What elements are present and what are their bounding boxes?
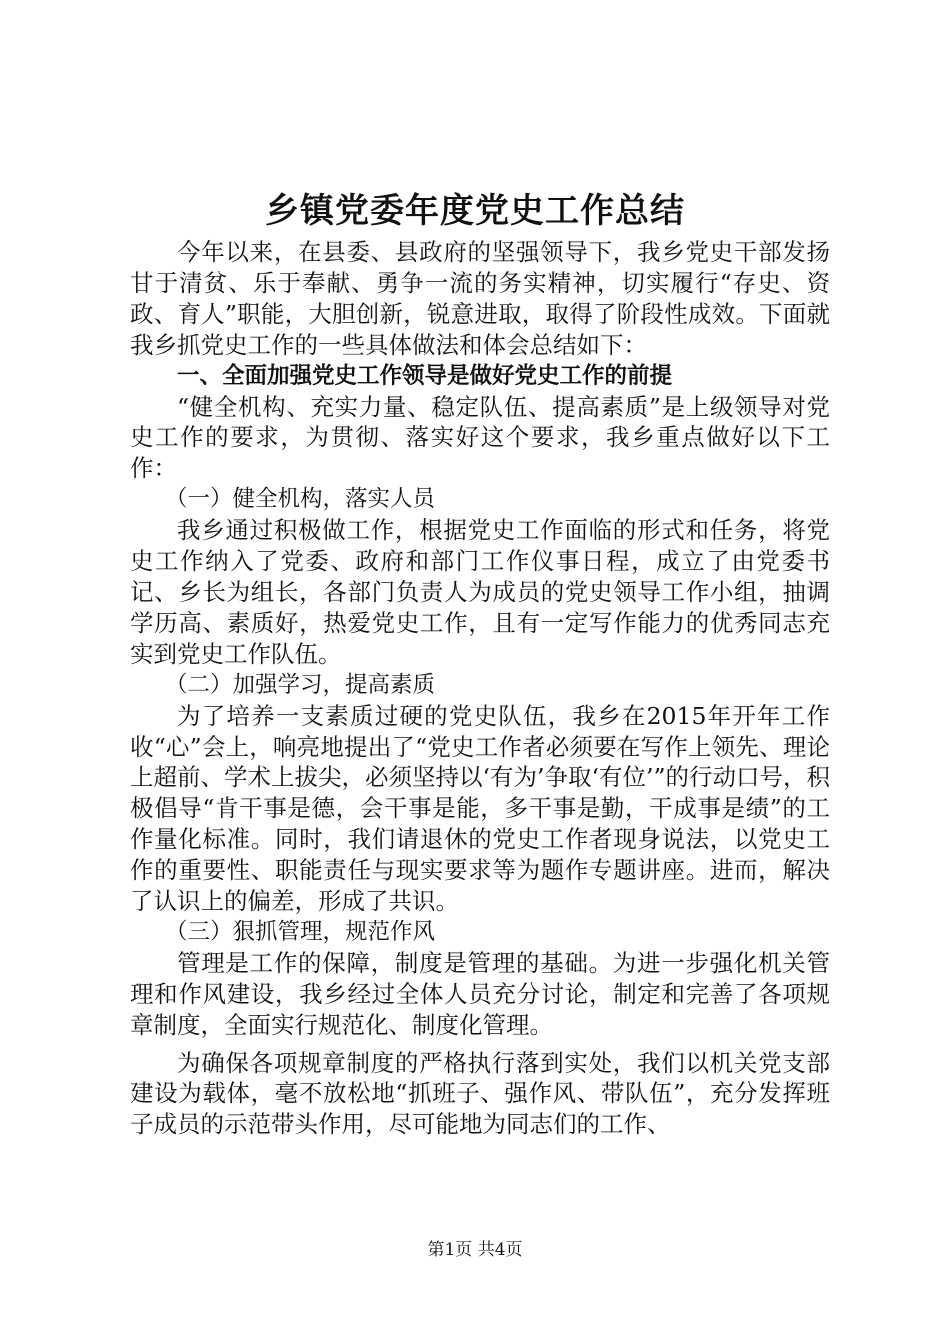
subsection-heading-2: （二）加强学习，提高素质 [165,671,436,698]
subsection-heading-3: （三）狠抓管理，规范作风 [165,918,436,945]
paragraph-intro: 今年以来，在县委、县政府的坚强领导下，我乡党史干部发扬甘于清贫、乐于奉献、勇争一流的务实精神，切实履行“存史、资政、育人”职能，大胆创新，锐意进取，取得了阶段性成效。下面就我乡抓党史工作的一些具体做法和体会总结如下： [130,238,830,359]
paragraph-subsection-3a: 管理是工作的保障，制度是管理的基础。为进一步强化机关管理和作风建设，我乡经过全体人员充分讨论，制定和完善了各项规章制度，全面实行规范化、制度化管理。 [130,948,830,1039]
section-heading-1: 一、全面加强党史工作领导是做好党史工作的前提 [177,362,673,389]
paragraph-section-1: “健全机构、充实力量、稳定队伍、提高素质”是上级领导对党史工作的要求，为贯彻、落实好这个要求，我乡重点做好以下工作： [130,392,830,483]
subsection-heading-1: （一）健全机构，落实人员 [165,486,436,513]
paragraph-subsection-2: 为了培养一支素质过硬的党史队伍，我乡在2015年开年工作收“心”会上，响亮地提出了“党史工作者必须要在写作上领先、理论上超前、学术上拔尖，必须坚持以‘有为’争取‘有位’”的行动口号，积极倡导“肯干事是德，会干事是能，多干事是勤，干成事是绩”的工作量化标准。同时，我们请退休的党史工作者现身说法，以党史工作的重要性、职能责任与现实要求等为题作专题讲座。进而，解决了认识上的偏差，形成了共识。 [130,701,830,916]
document-body [130,237,830,1140]
paragraph-subsection-3b: 为确保各项规章制度的严格执行落到实处，我们以机关党支部建设为载体，毫不放松地“抓班子、强作风、带队伍”，充分发挥班子成员的示范带头作用，尽可能地为同志们的工作、 [130,1048,830,1139]
paragraph-subsection-1: 我乡通过积极做工作，根据党史工作面临的形式和任务，将党史工作纳入了党委、政府和部门工作仪事日程，成立了由党委书记、乡长为组长，各部门负责人为成员的党史领导工作小组，抽调学历高、素质好，热爱党史工作，且有一定写作能力的优秀同志充实到党史工作队伍。 [130,516,830,668]
page-footer: 第1页 共4页 [427,1240,523,1260]
document-title: 乡镇党委年度党史工作总结 [265,191,685,231]
paragraph-gap [130,1041,830,1048]
